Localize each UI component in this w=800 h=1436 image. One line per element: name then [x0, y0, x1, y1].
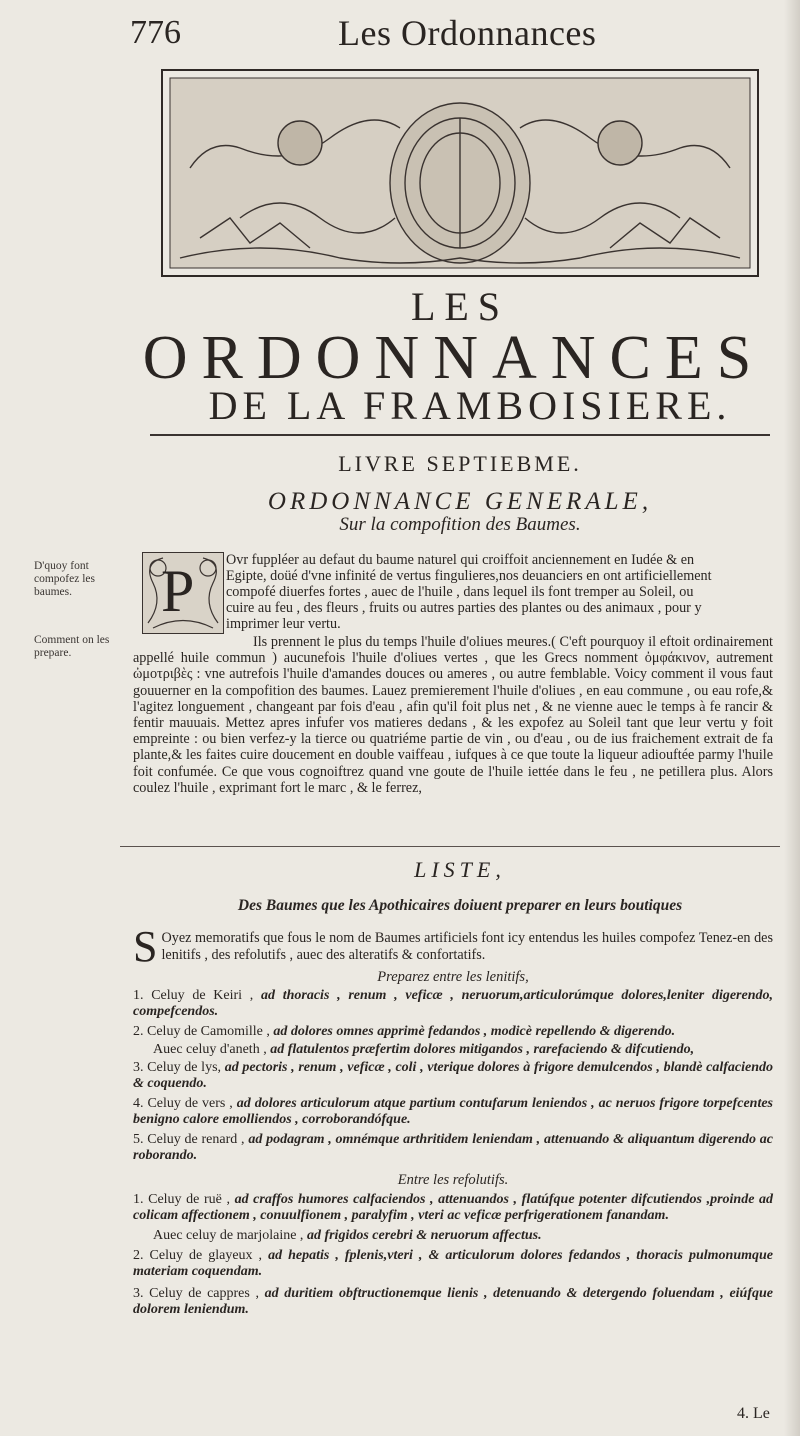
page-number: 776	[130, 14, 181, 51]
list-item	[133, 1192, 773, 1224]
title-rule	[150, 434, 770, 436]
item-name: 1. Celuy de Keiri ,	[133, 988, 254, 1003]
margin-note-1: D'quoy font compofez les baumes.	[34, 560, 95, 598]
intro-line-3: compofé diuerfes fortes , auec de l'huile , dans lequel ils font tremper au Soleil, ou	[226, 584, 694, 600]
liste-heading: LISTE,	[414, 857, 506, 882]
book-heading: LIVRE SEPTIEBME.	[338, 451, 582, 476]
list-item	[133, 1042, 773, 1058]
liste-intro	[133, 922, 773, 971]
intro-line-4: cuire au feu , des fleurs , fruits ou autres parties des plantes ou des animaux , pour y	[226, 600, 702, 616]
title-line-3: DE LA FRAMBOISIERE.	[208, 383, 732, 428]
item-latin: ad duritiem obftructionemque lienis , detenuando & detergendo foluendam , eiúfque dolorem leniendum.	[133, 1286, 774, 1317]
section-divider	[120, 846, 780, 847]
intro-paragraph-2: Ils prennent le plus du temps l'huile d'oliues meures.( C'eft pourquoy il eftoit ordinairement appellé huile commun ) aucunefois l'huile d'oliues vertes , que les Grecs nomment ὀμφάκινον, autrement ὠμοτριβὲς : vne autrefois l'huile d'amandes douces ou ameres , ou autre femblable. Voicy comment il vous faut gouuerner en la compofition des baumes. Lauez premierement l'huile d'oliues , en eau commune , ou eau rofe,& l'agitez longuement , changeant par fois d'eau , afin qu'il foit plus net , & ne vienne auec le temps à fe rancir & fentir mauuais. Mettez apres infufer vos matieres dedans , & les expofez au Soleil tant que leur vertu y foit empreinte : ou bien verfez-y la tierce ou quatriéme partie de vin , ou d'eau , ou de ius fraichement extrait de fa plante,& les faites cuire doucement en double vaiffeau , iufques à ce que toute la liqueur adiouftée parmy l'huile foit confumée. Ce que vous cognoiftrez quand vne goute de l'huile iettée dans le feu , ne petillera plus. Alors coulez l'huile , exprimant fort le marc , & le ferrez,	[133, 634, 773, 796]
liste-initial: S	[133, 922, 158, 971]
list-item	[133, 1132, 773, 1164]
item-latin: ad hepatis , fplenis,vteri , & articulorum dolores fedandos , thoracis pulmonumque materiam coquendam.	[133, 1248, 773, 1279]
item-name: 2. Celuy de Camomille ,	[133, 1024, 270, 1039]
resolutifs-heading: Entre les refolutifs.	[397, 1172, 509, 1188]
list-item	[133, 988, 773, 1020]
intro-line-2: Egipte, doüé d'vne infinité de vertus fingulieres,nos deuanciers en ont artificiellement	[226, 568, 712, 584]
title-line-1: LES	[410, 284, 510, 329]
item-latin: ad dolores articulorum atque partium contufarum leniendos , ac neruos frigore torpefcentes benigno calore emolliendos , corroborandófque.	[133, 1096, 773, 1127]
item-name: 2. Celuy de glayeux ,	[133, 1248, 263, 1263]
section-subheading: Sur la compofition des Baumes.	[339, 514, 581, 535]
liste-subheading: Des Baumes que les Apothicaires doiuent preparer en leurs boutiques	[237, 897, 683, 914]
list-item	[133, 1248, 773, 1280]
section-heading: ORDONNANCE GENERALE,	[267, 488, 653, 515]
list-item	[133, 1228, 773, 1244]
item-latin: ad flatulentos præfertim dolores mitigandos , rarefaciendo & difcutiendo,	[270, 1042, 695, 1057]
item-latin: ad craffos humores calfaciendos , attenuandos , flatúfque potenter difcutiendos ,proinde ad colicam affectionem , conuulfionem , paralyfim , vteri ac veficæ perfrigerationem fanandam.	[133, 1192, 774, 1223]
title-line-2: ORDONNANCES	[142, 324, 766, 392]
item-name: Auec celuy de marjolaine ,	[153, 1228, 304, 1243]
margin-note-2: Comment on les prepare.	[34, 634, 110, 659]
item-latin: ad podagram , omnémque arthritidem leniendam , attenuando & aliquantum digerendo ac roborando.	[133, 1132, 774, 1163]
page-edge-shadow	[784, 0, 800, 1436]
item-latin: ad frigidos cerebri & neruorum affectus.	[306, 1228, 542, 1243]
intro-line-1: Ovr fuppléer au defaut du baume naturel qui croiffoit anciennement en Iudée & en	[226, 552, 695, 568]
list-item	[133, 1024, 773, 1040]
item-name: 3. Celuy de lys,	[133, 1060, 222, 1075]
headpiece-ornament	[160, 68, 760, 278]
item-name: 1. Celuy de ruë ,	[133, 1192, 230, 1207]
drop-cap-ornament	[142, 552, 224, 634]
intro-line-5: imprimer leur vertu.	[226, 616, 341, 632]
liste-intro-text: Oyez memoratifs que fous le nom de Baumes artificiels font icy entendus les huiles compofez Tenez-en des lenitifs , des refolutifs , auec des alteratifs & confortatifs.	[161, 930, 773, 963]
item-latin: ad pectoris , renum , veficæ , coli , vterique dolores à frigore demulcendos , blandè calfaciendo & coquendo.	[133, 1060, 774, 1091]
drop-cap-letter: P	[161, 558, 195, 624]
item-latin: ad dolores omnes apprimè fedandos , modicè repellendo & digerendo.	[273, 1024, 676, 1039]
list-item	[133, 1096, 773, 1128]
running-title: Les Ordonnances	[338, 13, 597, 53]
item-name: Auec celuy d'aneth ,	[153, 1042, 267, 1057]
catchword: 4. Le	[737, 1405, 770, 1422]
list-item	[133, 1060, 773, 1092]
list-item	[133, 1286, 773, 1318]
item-name: 5. Celuy de renard ,	[133, 1132, 245, 1147]
lenitifs-heading: Preparez entre les lenitifs,	[377, 969, 529, 985]
item-latin: ad thoracis , renum , veficæ , neruorum,articulorúmque dolores,leniter digerendo, compefcendos.	[133, 988, 774, 1019]
item-name: 4. Celuy de vers ,	[133, 1096, 233, 1111]
item-name: 3. Celuy de cappres ,	[133, 1286, 259, 1301]
